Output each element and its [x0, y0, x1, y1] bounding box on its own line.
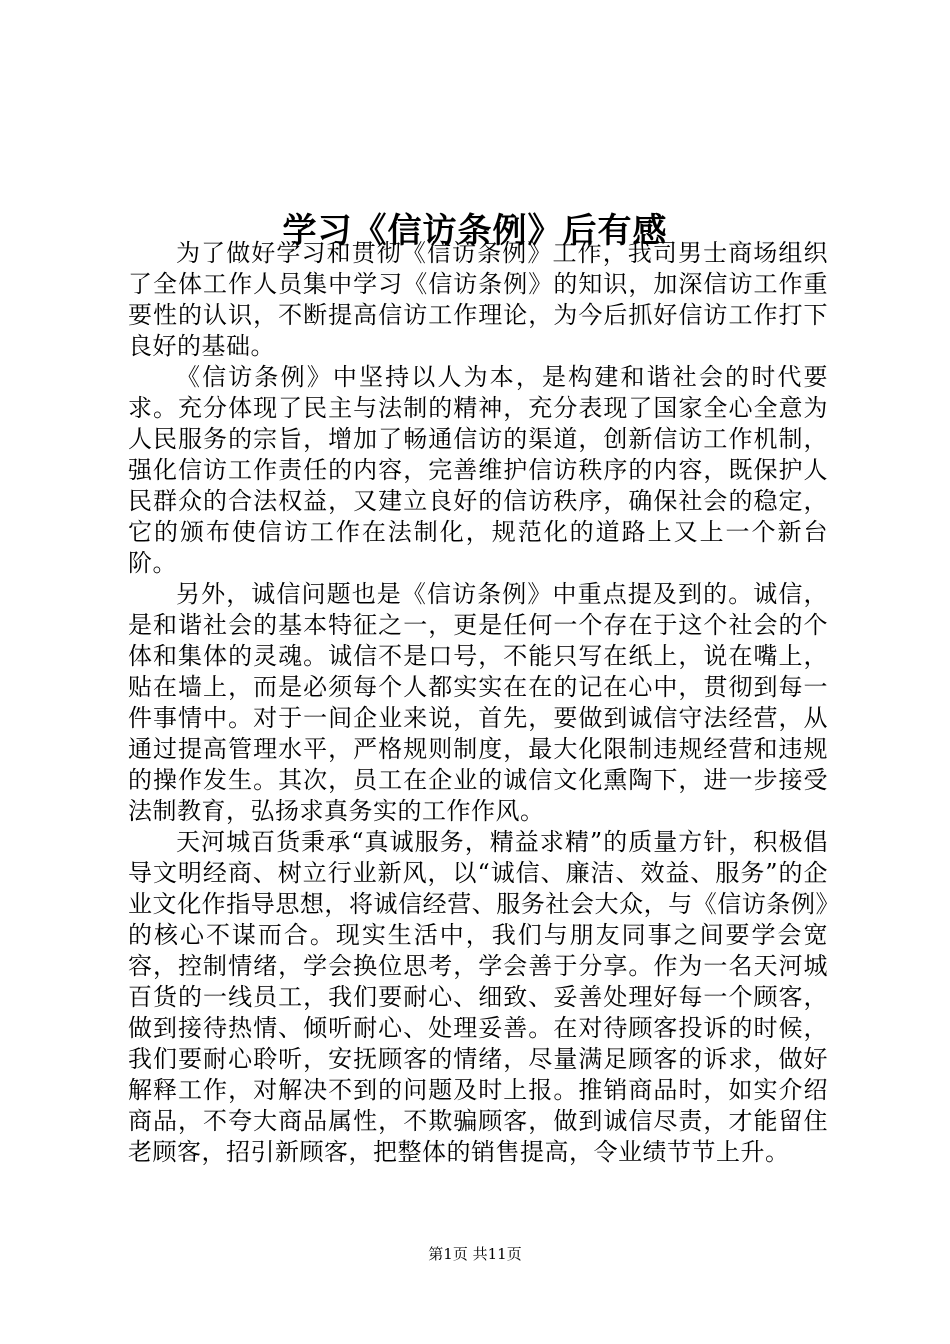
document-title: 学习《信访条例》后有感 — [282, 210, 668, 251]
document-body — [128, 238, 828, 1168]
paragraph-4: 天河城百货秉承“真诚服务，精益求精”的质量方针，积极倡导文明经商、树立行业新风，以“诚信、廉洁、效益、服务”的企业文化作指导思想，将诚信经营、服务社会大众，与《信访条例》的核心不谋而合。现实生活中，我们与朋友同事之间要学会宽容，控制情绪，学会换位思考，学会善于分享。作为一名天河城百货的一线员工，我们要耐心、细致、妥善处理好每一个顾客，做到接待热情、倾听耐心、处理妥善。在对待顾客投诉的时候，我们要耐心聆听，安抚顾客的情绪，尽量满足顾客的诉求，做好解释工作，对解决不到的问题及时上报。推销商品时，如实介绍商品，不夸大商品属性，不欺骗顾客，做到诚信尽责，才能留住老顾客，招引新顾客，把整体的销售提高，令业绩节节上升。 — [128, 828, 828, 1166]
paragraph-3: 另外，诚信问题也是《信访条例》中重点提及到的。诚信，是和谐社会的基本特征之一，更是任何一个存在于这个社会的个体和集体的灵魂。诚信不是口号，不能只写在纸上，说在嘴上，贴在墙上，而是必须每个人都实实在在的记在心中，贯彻到每一件事情中。对于一间企业来说，首先，要做到诚信守法经营，从通过提高管理水平，严格规则制度，最大化限制违规经营和违规的操作发生。其次，员工在企业的诚信文化熏陶下，进一步接受法制教育，弘扬求真务实的工作作风。 — [128, 580, 828, 825]
paragraph-1: 为了做好学习和贯彻《信访条例》工作，我司男士商场组织了全体工作人员集中学习《信访条例》的知识，加深信访工作重要性的认识，不断提高信访工作理论，为今后抓好信访工作打下良好的基础。 — [128, 239, 828, 360]
paragraph-2: 《信访条例》中坚持以人为本，是构建和谐社会的时代要求。充分体现了民主与法制的精神，充分表现了国家全心全意为人民服务的宗旨，增加了畅通信访的渠道，创新信访工作机制，强化信访工作责任的内容，完善维护信访秩序的内容，既保护人民群众的合法权益，又建立良好的信访秩序，确保社会的稳定，它的颁布使信访工作在法制化，规范化的道路上又上一个新台阶。 — [128, 363, 828, 577]
page-footer: 第1页 共11页 — [428, 1245, 522, 1263]
